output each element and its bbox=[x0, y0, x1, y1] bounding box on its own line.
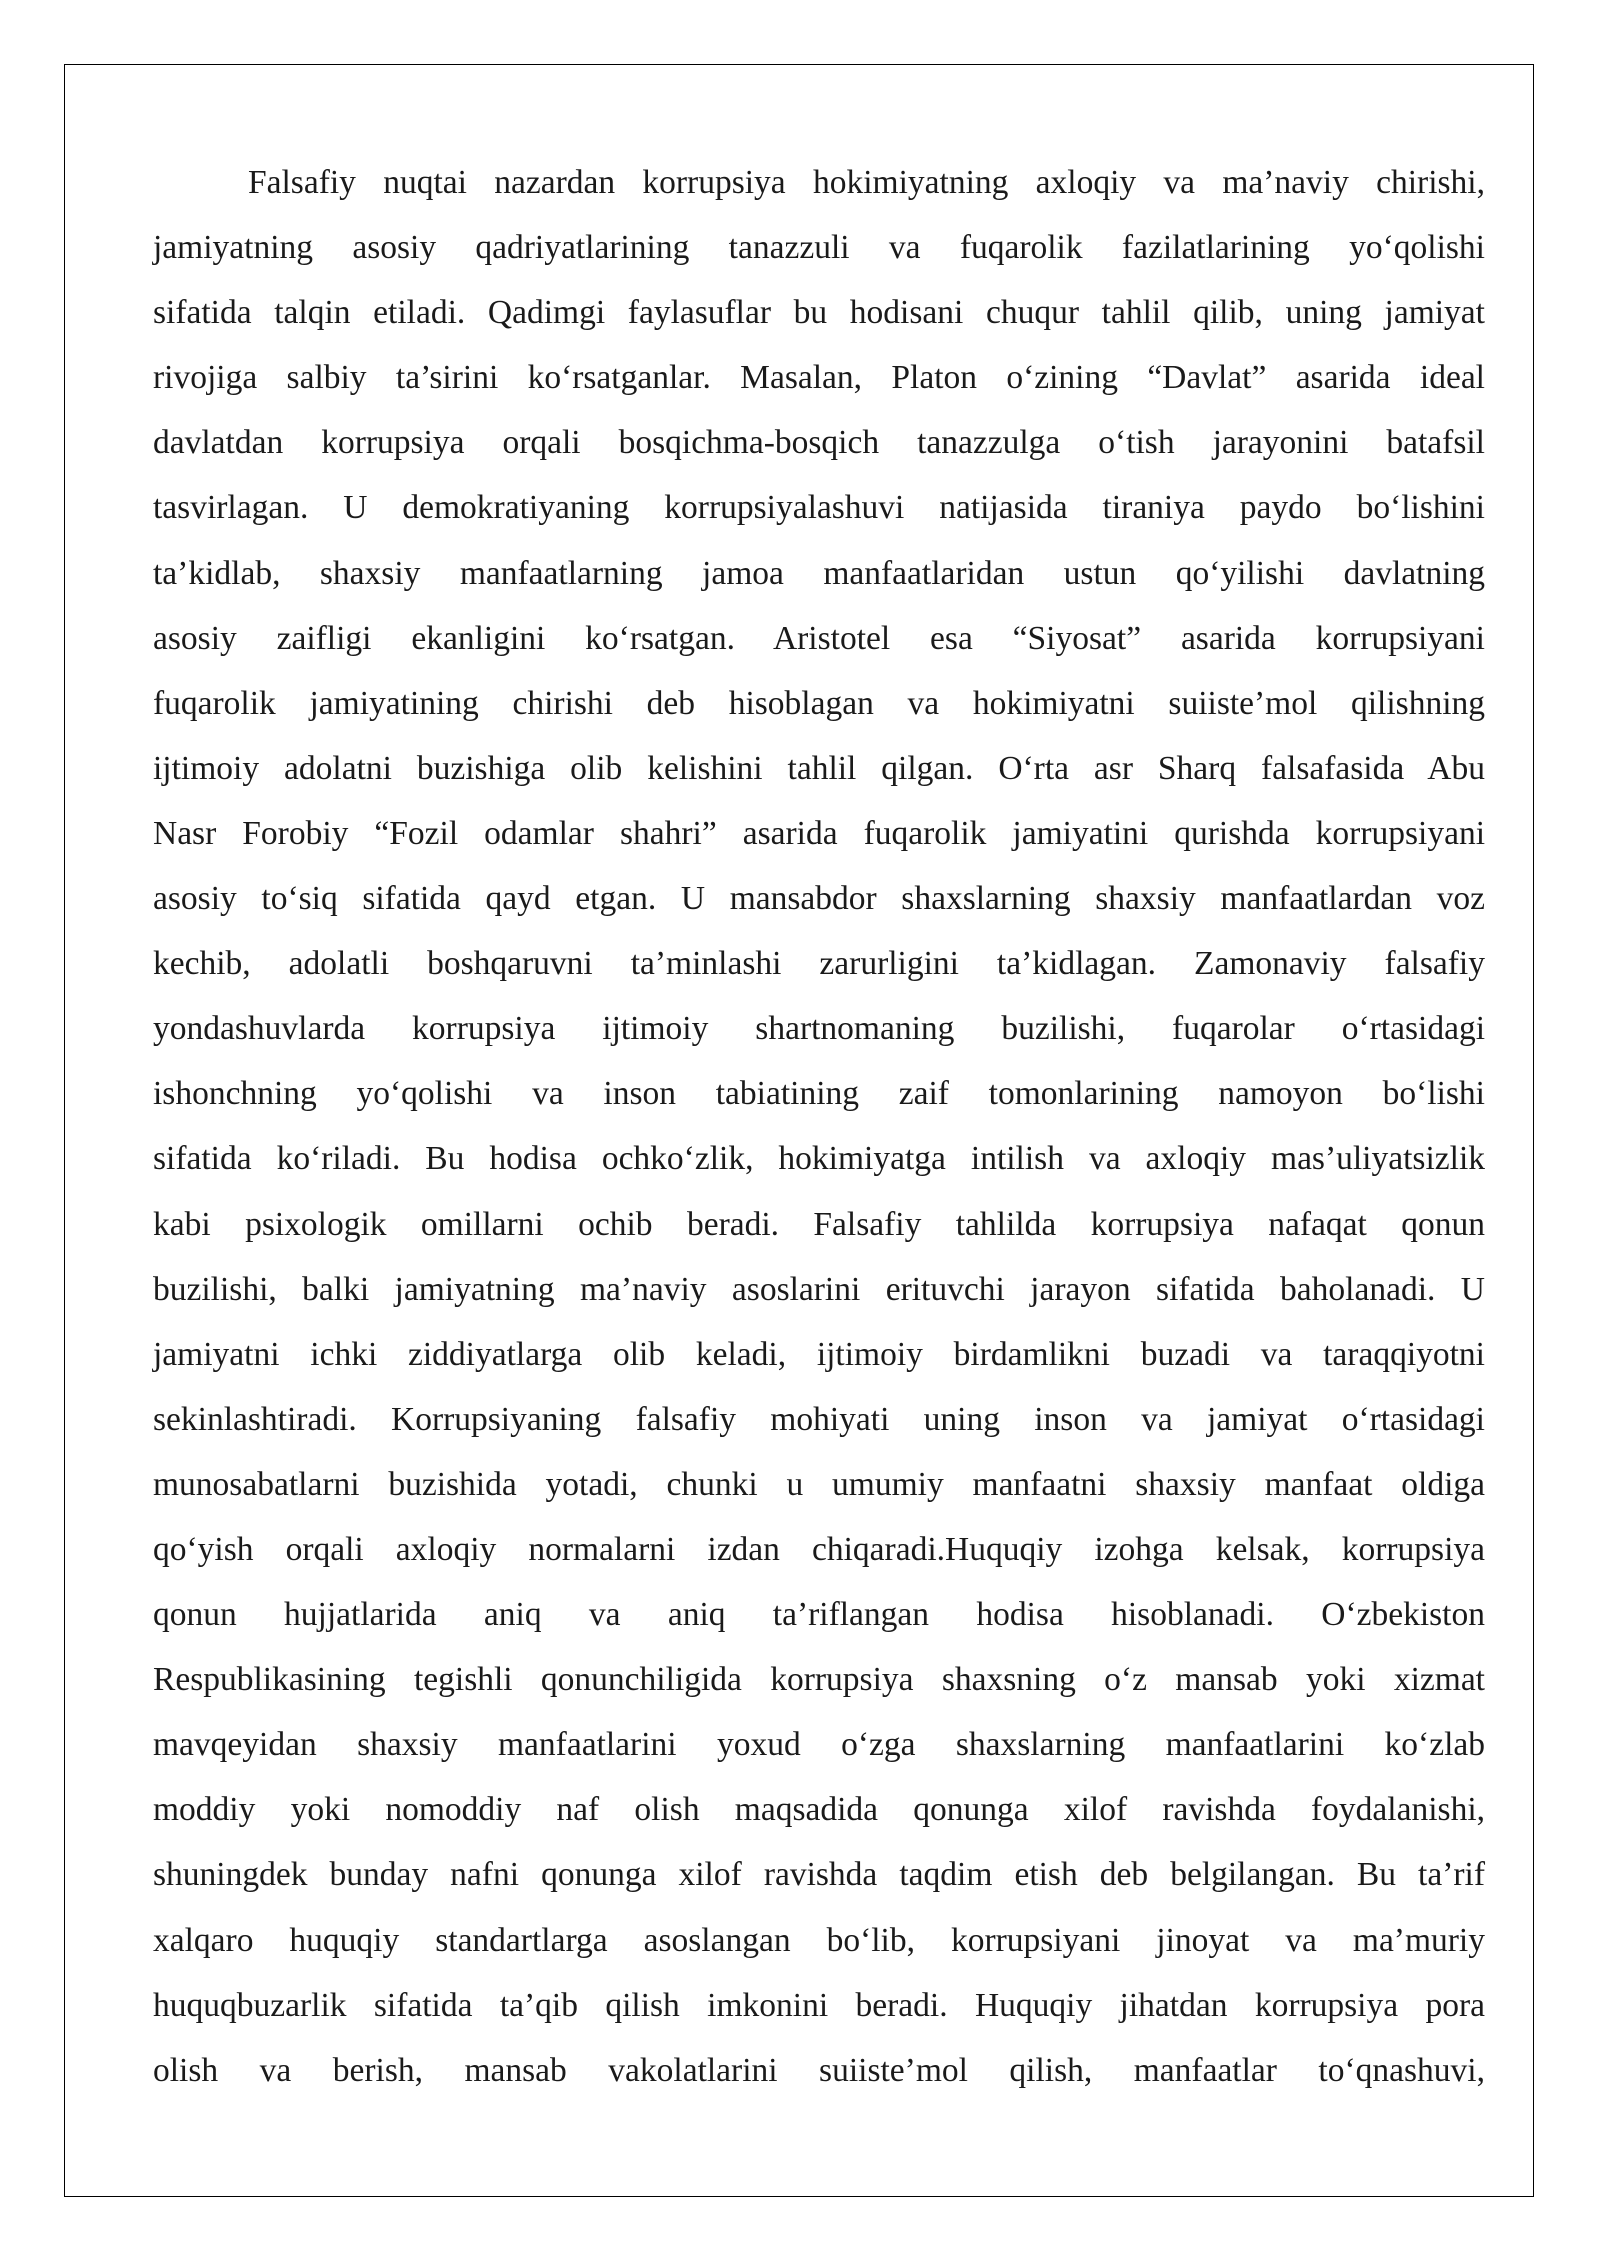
text-line: huquqbuzarlik sifatida ta’qib qilish imkonini beradi. Huquqiy jihatdan korrupsiya pora bbox=[153, 1986, 1485, 2024]
text-line: qo‘yish orqali axloqiy normalarni izdan chiqaradi.Huquqiy izohga kelsak, korrupsiya bbox=[153, 1530, 1485, 1568]
text-line: asosiy to‘siq sifatida qayd etgan. U mansabdor shaxslarning shaxsiy manfaatlardan voz bbox=[153, 880, 1485, 918]
text-line: qonun hujjatlarida aniq va aniq ta’riflangan hodisa hisoblanadi. O‘zbekiston bbox=[153, 1596, 1485, 1634]
text-line: asosiy zaifligi ekanligini ko‘rsatgan. Aristotel esa “Siyosat” asarida korrupsiyani bbox=[153, 619, 1485, 657]
text-line: jamiyatni ichki ziddiyatlarga olib keladi, ijtimoiy birdamlikni buzadi va taraqqiyotni bbox=[153, 1335, 1485, 1373]
text-line: sekinlashtiradi. Korrupsiyaning falsafiy mohiyati uning inson va jamiyat o‘rtasidagi bbox=[153, 1400, 1485, 1438]
text-line: kabi psixologik omillarni ochib beradi. Falsafiy tahlilda korrupsiya nafaqat qonun bbox=[153, 1205, 1485, 1243]
text-line: ishonchning yo‘qolishi va inson tabiatining zaif tomonlarining namoyon bo‘lishi bbox=[153, 1075, 1485, 1113]
text-line: ta’kidlab, shaxsiy manfaatlarning jamoa manfaatlaridan ustun qo‘yilishi davlatning bbox=[153, 554, 1485, 592]
text-line: Nasr Forobiy “Fozil odamlar shahri” asarida fuqarolik jamiyatini qurishda korrupsiyani bbox=[153, 814, 1485, 852]
text-line: fuqarolik jamiyatining chirishi deb hisoblagan va hokimiyatni suiiste’mol qilishning bbox=[153, 684, 1485, 722]
text-line: xalqaro huquqiy standartlarga asoslangan bo‘lib, korrupsiyani jinoyat va ma’muriy bbox=[153, 1921, 1485, 1959]
text-line: rivojiga salbiy ta’sirini ko‘rsatganlar. Masalan, Platon o‘zining “Davlat” asarida ideal bbox=[153, 359, 1485, 397]
text-line: buzilishi, balki jamiyatning ma’naviy asoslarini erituvchi jarayon sifatida baholanadi. U bbox=[153, 1270, 1485, 1308]
text-line: tasvirlagan. U demokratiyaning korrupsiyalashuvi natijasida tiraniya paydo bo‘lishini bbox=[153, 489, 1485, 527]
text-line: Falsafiy nuqtai nazardan korrupsiya hokimiyatning axloqiy va ma’naviy chirishi, bbox=[248, 164, 1485, 201]
text-line: olish va berish, mansab vakolatlarini suiiste’mol qilish, manfaatlar to‘qnashuvi, bbox=[153, 2051, 1485, 2089]
text-line: munosabatlarni buzishida yotadi, chunki u umumiy manfaatni shaxsiy manfaat oldiga bbox=[153, 1465, 1485, 1503]
text-line: kechib, adolatli boshqaruvni ta’minlashi zarurligini ta’kidlagan. Zamonaviy falsafiy bbox=[153, 945, 1485, 983]
body-paragraph bbox=[153, 150, 1485, 2103]
text-line: moddiy yoki nomoddiy naf olish maqsadida qonunga xilof ravishda foydalanishi, bbox=[153, 1791, 1485, 1829]
text-line: jamiyatning asosiy qadriyatlarining tanazzuli va fuqarolik fazilatlarining yo‘qolishi bbox=[153, 229, 1485, 267]
text-line: shuningdek bunday nafni qonunga xilof ravishda taqdim etish deb belgilangan. Bu ta’rif bbox=[153, 1856, 1485, 1894]
text-line: davlatdan korrupsiya orqali bosqichma-bosqich tanazzulga o‘tish jarayonini batafsil bbox=[153, 424, 1485, 462]
text-line: sifatida talqin etiladi. Qadimgi faylasuflar bu hodisani chuqur tahlil qilib, uning jamiyat bbox=[153, 294, 1485, 332]
text-line: yondashuvlarda korrupsiya ijtimoiy shartnomaning buzilishi, fuqarolar o‘rtasidagi bbox=[153, 1010, 1485, 1048]
text-line: mavqeyidan shaxsiy manfaatlarini yoxud o‘zga shaxslarning manfaatlarini ko‘zlab bbox=[153, 1726, 1485, 1764]
text-line: Respublikasining tegishli qonunchiligida korrupsiya shaxsning o‘z mansab yoki xizmat bbox=[153, 1661, 1485, 1699]
text-line: sifatida ko‘riladi. Bu hodisa ochko‘zlik, hokimiyatga intilish va axloqiy mas’uliyatsizlik bbox=[153, 1140, 1485, 1178]
text-line: ijtimoiy adolatni buzishiga olib kelishini tahlil qilgan. O‘rta asr Sharq falsafasida Abu bbox=[153, 749, 1485, 787]
